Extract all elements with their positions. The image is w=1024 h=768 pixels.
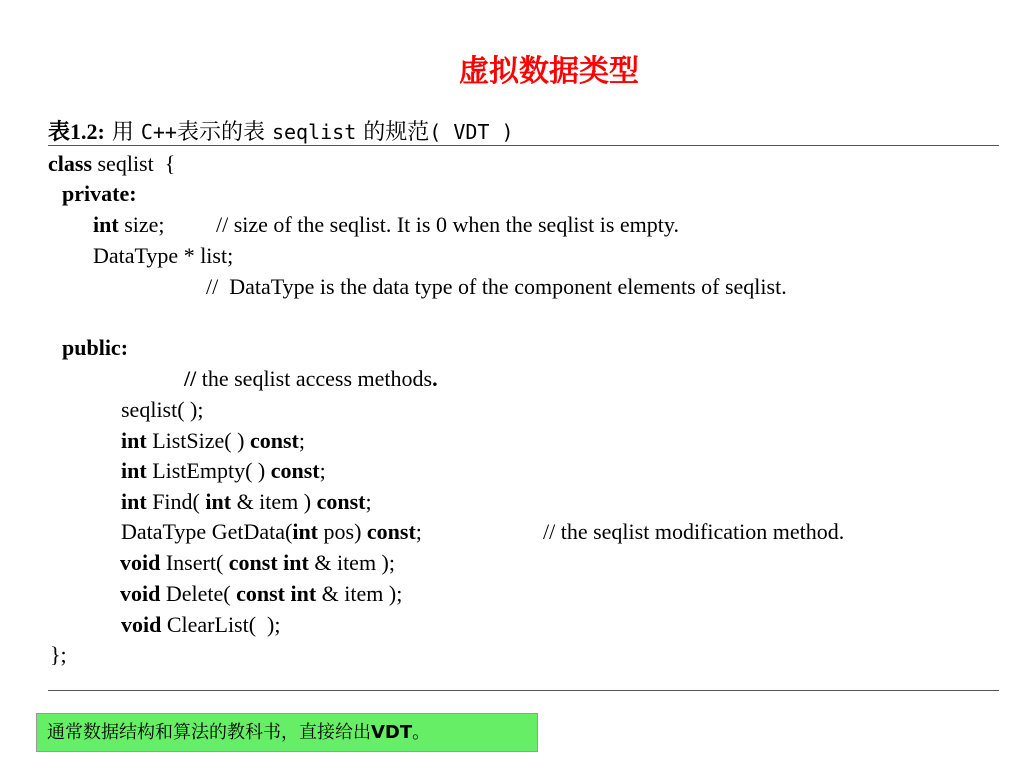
code-line-size xyxy=(93,211,165,239)
code-text: pos) xyxy=(318,519,367,544)
code-text: & item ); xyxy=(316,581,403,606)
note-text: 通常数据结构和算法的教科书，直接给出 xyxy=(47,722,371,743)
code-comment-datatype: // DataType is the data type of the component elements of seqlist. xyxy=(206,274,787,299)
comment-slashes: // xyxy=(184,366,197,391)
code-line-listempty xyxy=(121,457,326,485)
code-line-list: DataType * list; xyxy=(93,243,234,268)
slide-title: 虚拟数据类型 xyxy=(459,54,639,89)
code-text: the seqlist access methods xyxy=(196,366,433,391)
code-line-public xyxy=(62,334,128,362)
caption-text-2: 表示的表 xyxy=(176,120,272,145)
bottom-divider xyxy=(48,690,999,691)
keyword: const int xyxy=(236,581,317,606)
code-text: ClearList( ); xyxy=(161,612,281,637)
code-comment-access xyxy=(184,365,438,393)
keyword: int xyxy=(121,458,147,483)
keyword: int xyxy=(292,519,319,544)
top-divider xyxy=(48,145,999,146)
code-line-constructor: seqlist( ); xyxy=(121,397,204,422)
code-line-delete xyxy=(120,580,402,608)
keyword: int xyxy=(93,212,119,237)
code-line-clearlist xyxy=(121,611,281,639)
code-comment-modification: // the seqlist modification method. xyxy=(543,519,845,544)
caption-prefix: 表1.2: xyxy=(48,119,105,144)
code-text: Delete( xyxy=(160,581,237,606)
keyword: int xyxy=(205,489,232,514)
note-box xyxy=(36,713,538,752)
code-text: size; xyxy=(118,212,165,237)
caption-text-1: 用 xyxy=(104,120,141,145)
keyword: const int xyxy=(228,550,309,575)
code-comment-size: // size of the seqlist. It is 0 when the seqlist is empty. xyxy=(216,212,679,237)
comment-dot: . xyxy=(432,366,438,391)
keyword: const xyxy=(270,458,320,483)
table-caption xyxy=(48,118,514,147)
note-vdt: VDT xyxy=(371,722,413,743)
code-text: Insert( xyxy=(160,550,229,575)
keyword: public: xyxy=(62,335,129,360)
code-text: ; xyxy=(298,428,305,453)
code-text: ; xyxy=(415,519,422,544)
caption-cpp: C++ xyxy=(140,120,177,144)
code-line-getdata xyxy=(121,518,422,546)
keyword: int xyxy=(121,428,147,453)
code-line-insert xyxy=(120,549,395,577)
code-text: ListEmpty( ) xyxy=(146,458,271,483)
keyword: void xyxy=(121,612,162,637)
code-line-listsize xyxy=(121,427,305,455)
note-end: 。 xyxy=(412,722,431,743)
code-text: & item ); xyxy=(308,550,395,575)
code-text: ; xyxy=(319,458,326,483)
code-line-class xyxy=(48,150,175,178)
code-line-find xyxy=(121,488,372,516)
code-text: seqlist { xyxy=(92,151,176,176)
caption-seqlist: seqlist xyxy=(271,120,357,144)
keyword: private: xyxy=(62,181,137,206)
keyword: const xyxy=(249,428,299,453)
keyword: void xyxy=(120,550,161,575)
keyword: class xyxy=(48,151,92,176)
keyword: const xyxy=(366,519,416,544)
code-text: ; xyxy=(365,489,372,514)
code-text: ListSize( ) xyxy=(146,428,250,453)
code-text: DataType GetData( xyxy=(121,519,293,544)
code-line-private xyxy=(62,180,137,208)
code-text: Find( xyxy=(146,489,206,514)
caption-text-3: 的规范 xyxy=(356,120,430,145)
keyword: int xyxy=(121,489,147,514)
keyword: const xyxy=(316,489,366,514)
code-text: & item ) xyxy=(231,489,317,514)
caption-vdt: ( VDT ) xyxy=(429,120,514,144)
keyword: void xyxy=(120,581,161,606)
code-line-close: }; xyxy=(50,642,67,667)
